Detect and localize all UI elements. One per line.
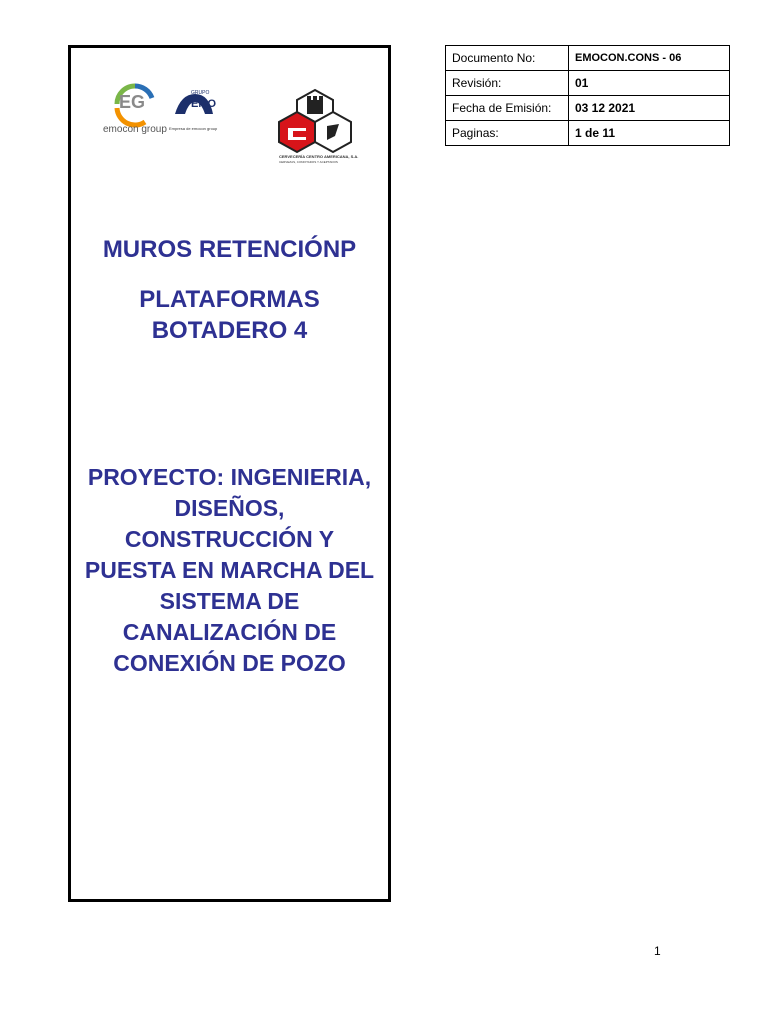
issue-date-value: 03 12 2021 [569,96,730,121]
grupo-emo-logo [171,90,231,136]
emocon-name: emocon group [103,124,167,135]
revision-label: Revisión: [446,71,569,96]
title-plataformas: PLATAFORMAS [139,286,320,313]
title-botadero: BOTADERO 4 [151,317,308,344]
title-muros: MUROS RETENCIÓNP [102,236,357,263]
cerveceria-hexagon-icon [275,86,375,156]
revision-value: 01 [569,71,730,96]
page-number: 1 [654,944,661,958]
document-info-table [445,45,730,146]
doc-number-label: Documento No: [446,46,569,71]
project-title [81,462,378,679]
pages-value: 1 de 11 [569,121,730,146]
emocon-mark: EG [119,92,146,112]
pages-label: Paginas: [446,121,569,146]
table-row [446,121,730,146]
grupo-emo-tag: GRUPO [191,90,210,96]
table-row [446,46,730,71]
cover-frame [68,45,391,902]
project-line: CANALIZACIÓN DE [122,619,337,645]
doc-number-value: EMOCON.CONS - 06 [569,46,730,71]
cerveceria-sub: CERVEZAS, CONFITADOS Y ACEPTADOS [279,160,338,164]
project-line: CONSTRUCCIÓN Y [124,526,335,552]
logos-area [71,48,388,178]
project-line: PROYECTO: INGENIERIA, [87,464,372,490]
table-row [446,71,730,96]
emocon-logo [105,78,165,138]
issue-date-label: Fecha de Emisión: [446,96,569,121]
title-line-1 [81,234,378,265]
project-line: SISTEMA DE [159,588,300,614]
table-row [446,96,730,121]
project-line: CONEXIÓN DE POZO [113,650,346,676]
project-line: PUESTA EN MARCHA DEL [84,557,375,583]
project-line: DISEÑOS, [174,495,285,521]
grupo-emo-sub: Empresa de emocon group [169,126,218,131]
cerveceria-name: CERVECERÍA CENTRO AMERICANA, S.A. [279,154,359,159]
cerveceria-logo [275,86,375,166]
grupo-emo-mark: EMO [191,98,217,110]
title-line-2 [81,284,378,346]
